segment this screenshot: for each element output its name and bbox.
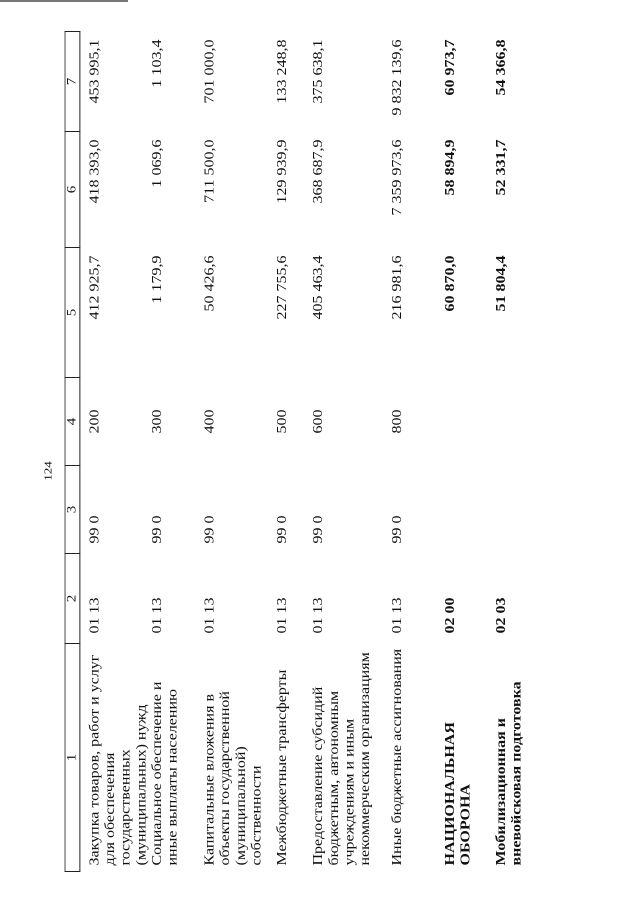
value-cell: 216 981,6 (390, 255, 405, 320)
expense-type-cell: 300 (150, 409, 165, 434)
column-number-row (65, 32, 80, 872)
column-header: 7 (65, 32, 80, 132)
value-cell: 227 755,6 (275, 255, 290, 320)
section-code-cell: 01 13 (275, 597, 290, 634)
column-header: 6 (65, 132, 80, 248)
section-code-cell: 01 13 (390, 597, 405, 634)
budget-table (65, 31, 533, 872)
value-cell: 50 426,6 (202, 255, 217, 312)
column-header: 2 (65, 554, 80, 644)
value-cell: 7 359 973,6 (390, 139, 405, 216)
column-header: 4 (65, 378, 80, 466)
column-header: 3 (65, 466, 80, 554)
value-cell: 60 973,7 (443, 39, 458, 96)
value-cell: 52 331,7 (494, 139, 509, 196)
target-code-cell: 99 0 (87, 515, 102, 544)
table-body (80, 32, 533, 872)
value-cell: 54 366,8 (494, 39, 509, 96)
value-cell: 711 500,0 (202, 139, 217, 203)
table-row (493, 32, 532, 872)
target-code-cell: 99 0 (390, 515, 405, 544)
section-code-cell: 01 13 (150, 597, 165, 634)
row-name-cell: Мобилизационная и вневойсковая подготовка (494, 681, 524, 866)
value-cell: 51 804,4 (494, 255, 509, 312)
value-cell: 701 000,0 (202, 39, 217, 104)
table-row (311, 32, 390, 872)
row-name-cell: НАЦИОНАЛЬНАЯ ОБОРОНА (443, 722, 473, 866)
rotated-content (35, 32, 611, 872)
section-code-cell: 01 13 (87, 597, 102, 634)
expense-type-cell: 800 (390, 409, 405, 434)
value-cell: 129 939,9 (275, 139, 290, 204)
value-cell: 418 393,0 (87, 139, 102, 204)
target-code-cell: 99 0 (202, 515, 217, 544)
row-name-cell: Межбюджетные трансферты (275, 669, 290, 866)
target-code-cell (442, 466, 493, 554)
value-cell: 60 870,0 (443, 255, 458, 312)
column-header: 5 (65, 248, 80, 378)
table-row (390, 32, 443, 872)
section-code-cell: 01 13 (311, 597, 326, 634)
value-cell: 58 894,9 (443, 139, 458, 196)
row-name-cell: Иные бюджетные ассигнования (390, 648, 405, 866)
row-name-cell: Предоставление субсидий бюджетным, автономным учреждениям и иным некоммерческим организациям (311, 652, 373, 866)
value-cell: 368 687,9 (311, 139, 326, 204)
target-code-cell: 99 0 (275, 515, 290, 544)
value-cell: 1 103,4 (150, 39, 165, 88)
expense-type-cell: 200 (87, 409, 102, 434)
expense-type-cell (493, 378, 532, 466)
table-row (149, 32, 202, 872)
section-code-cell: 02 03 (494, 597, 509, 634)
row-name-cell: Социальное обеспечение и иные выплаты населению (150, 681, 180, 866)
expense-type-cell (442, 378, 493, 466)
expense-type-cell: 600 (311, 409, 326, 434)
value-cell: 133 248,8 (275, 39, 290, 104)
value-cell: 453 995,1 (87, 39, 102, 104)
value-cell: 1 069,6 (150, 139, 165, 188)
section-code-cell: 02 00 (443, 597, 458, 634)
section-code-cell: 01 13 (202, 597, 217, 634)
value-cell: 412 925,7 (87, 255, 102, 320)
target-code-cell: 99 0 (311, 515, 326, 544)
page-number: 124 (41, 461, 54, 481)
target-code-cell: 99 0 (150, 515, 165, 544)
table-row (442, 32, 493, 872)
row-name-cell: Закупка товаров, работ и услуг для обеспечения государственных (муниципальных) нужд (87, 654, 149, 866)
value-cell: 405 463,4 (311, 255, 326, 320)
expense-type-cell: 500 (275, 409, 290, 434)
value-cell: 375 638,1 (311, 39, 326, 104)
table-row (202, 32, 274, 872)
table-row (80, 32, 150, 872)
value-cell: 1 179,9 (150, 255, 165, 304)
target-code-cell (493, 466, 532, 554)
value-cell: 9 832 139,6 (390, 39, 405, 116)
table-row (274, 32, 310, 872)
expense-type-cell: 400 (202, 409, 217, 434)
column-header: 1 (65, 644, 80, 872)
row-name-cell: Капитальные вложения в объекты государственной (муниципальной) собственности (202, 691, 264, 866)
